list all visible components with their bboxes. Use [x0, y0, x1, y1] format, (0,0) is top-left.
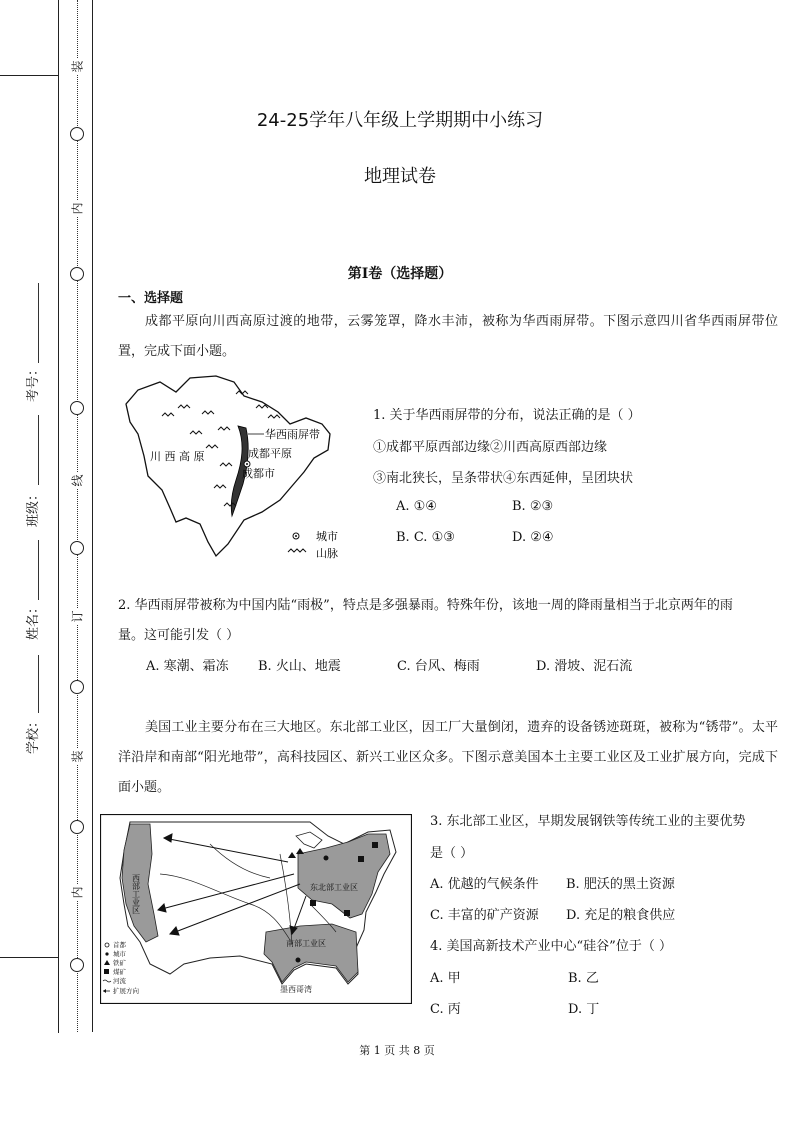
q4-stem: 4. 美国高新技术产业中心“硅谷”位于（ ）: [430, 939, 672, 954]
q3-option-a[interactable]: A. 优越的气候条件: [430, 877, 539, 892]
q3-option-c[interactable]: C. 丰富的矿产资源: [430, 908, 539, 923]
map2-label-west: 西部工业区: [131, 874, 141, 914]
binding-hole: [70, 958, 84, 972]
map2-label-northeast: 东北部工业区: [310, 883, 358, 892]
map2-legend-coal: 煤矿: [113, 968, 126, 976]
map1-label-city: 成都市: [242, 467, 275, 480]
q3-stem-line1: 3. 东北部工业区，早期发展钢铁等传统工业的主要优势: [430, 814, 746, 829]
binding-hole: [70, 541, 84, 555]
q1-option-c[interactable]: B. C. ①③: [396, 530, 455, 545]
q1-statements-1: ①成都平原西部边缘②川西高原西部边缘: [373, 440, 608, 455]
page-number: 第 1 页 共 8 页: [359, 1044, 435, 1057]
binding-char-zhuang-2: 装: [70, 750, 85, 763]
binding-hole: [70, 127, 84, 141]
class-label: 班级：: [26, 487, 41, 527]
school-label: 学校：: [26, 714, 41, 754]
name-label: 姓名：: [26, 600, 41, 640]
exam-number-label: 考号：: [26, 362, 41, 402]
binding-char-xian: 线: [70, 474, 85, 487]
intro-passage-2: 美国工业主要分布在三大地区。东北部工业区，因工厂大量倒闭，遗弃的设备锈迹斑斑，被称为“锈带”。太平洋沿岸和南部“阳光地带”，高科技园区、新兴工业区众多。下图示意美国本土主要工业区及工业扩展方向，完成下面小题。: [118, 720, 778, 795]
map2-label-south: 南部工业区: [286, 939, 326, 948]
q2-option-d[interactable]: D. 滑坡、泥石流: [536, 659, 633, 674]
map1-label-plateau: 川 西 高 原: [150, 450, 205, 463]
binding-top-box: [0, 0, 59, 76]
name-field[interactable]: [38, 540, 40, 600]
class-field[interactable]: [38, 415, 40, 485]
binding-hole: [70, 820, 84, 834]
q4-option-b[interactable]: B. 乙: [568, 971, 599, 986]
map1-label-plain: 成都平原: [248, 447, 292, 460]
map2-legend-river: 河流: [113, 977, 126, 985]
map2-legend-city: 城市: [113, 950, 126, 958]
q3-option-b[interactable]: B. 肥沃的黑土资源: [566, 877, 675, 892]
q2-option-c[interactable]: C. 台风、梅雨: [397, 659, 480, 674]
binding-char-nei: 内: [70, 202, 85, 215]
q2-stem-line1: 2. 华西雨屏带被称为中国内陆“雨极”，特点是多强暴雨。特殊年份，该地一周的降雨量相当于北京两年的雨: [118, 598, 733, 613]
map2-legend-direction: 扩展方向: [113, 987, 139, 995]
q3-option-d[interactable]: D. 充足的粮食供应: [566, 908, 676, 923]
map2-legend-iron: 铁矿: [113, 959, 126, 967]
section-heading: 一、选择题: [118, 291, 184, 306]
q3-stem-line2: 是（ ）: [430, 846, 474, 861]
map1-legend-city: 城市: [316, 530, 338, 543]
map1-label-band: 华西雨屏带: [265, 428, 320, 441]
volume-heading: 第Ⅰ卷（选择题）: [347, 266, 453, 282]
school-field[interactable]: [38, 655, 40, 713]
q4-option-d[interactable]: D. 丁: [568, 1002, 600, 1017]
q4-option-c[interactable]: C. 丙: [430, 1002, 461, 1017]
q1-stem: 1. 关于华西雨屏带的分布，说法正确的是（ ）: [373, 408, 641, 423]
sichuan-map: [118, 372, 350, 564]
binding-hole: [70, 267, 84, 281]
q2-option-a[interactable]: A. 寒潮、霜冻: [146, 659, 229, 674]
binding-dotted-line: [77, 0, 78, 1032]
binding-hole: [70, 401, 84, 415]
usa-industry-map: [100, 814, 412, 1004]
exam-title: 24-25学年八年级上学期期中小练习: [256, 110, 544, 131]
map2-label-gulf: 墨西哥湾: [280, 985, 312, 994]
exam-number-field[interactable]: [38, 283, 40, 363]
q1-option-a[interactable]: A. ①④: [396, 499, 437, 514]
q4-option-a[interactable]: A. 甲: [430, 971, 461, 986]
q2-stem-line2: 量。这可能引发（ ）: [118, 628, 240, 643]
binding-char-nei-2: 内: [70, 886, 85, 899]
q1-statements-2: ③南北狭长，呈条带状④东西延伸，呈团块状: [373, 471, 634, 486]
binding-bottom-box: [0, 957, 59, 1033]
intro-passage-1: 成都平原向川西高原过渡的地带，云雾笼罩，降水丰沛，被称为华西雨屏带。下图示意四川省华西雨屏带位置，完成下面小题。: [118, 314, 778, 359]
map2-legend-capital: 首都: [113, 941, 126, 949]
q2-option-b[interactable]: B. 火山、地震: [258, 659, 341, 674]
q1-option-b[interactable]: B. ②③: [512, 499, 554, 514]
exam-subject: 地理试卷: [364, 166, 436, 187]
q1-option-d[interactable]: D. ②④: [512, 530, 554, 545]
map1-legend-mountain: 山脉: [316, 547, 338, 560]
binding-char-zhuang: 装: [70, 60, 85, 73]
binding-char-ding: 订: [70, 610, 85, 623]
binding-hole: [70, 680, 84, 694]
